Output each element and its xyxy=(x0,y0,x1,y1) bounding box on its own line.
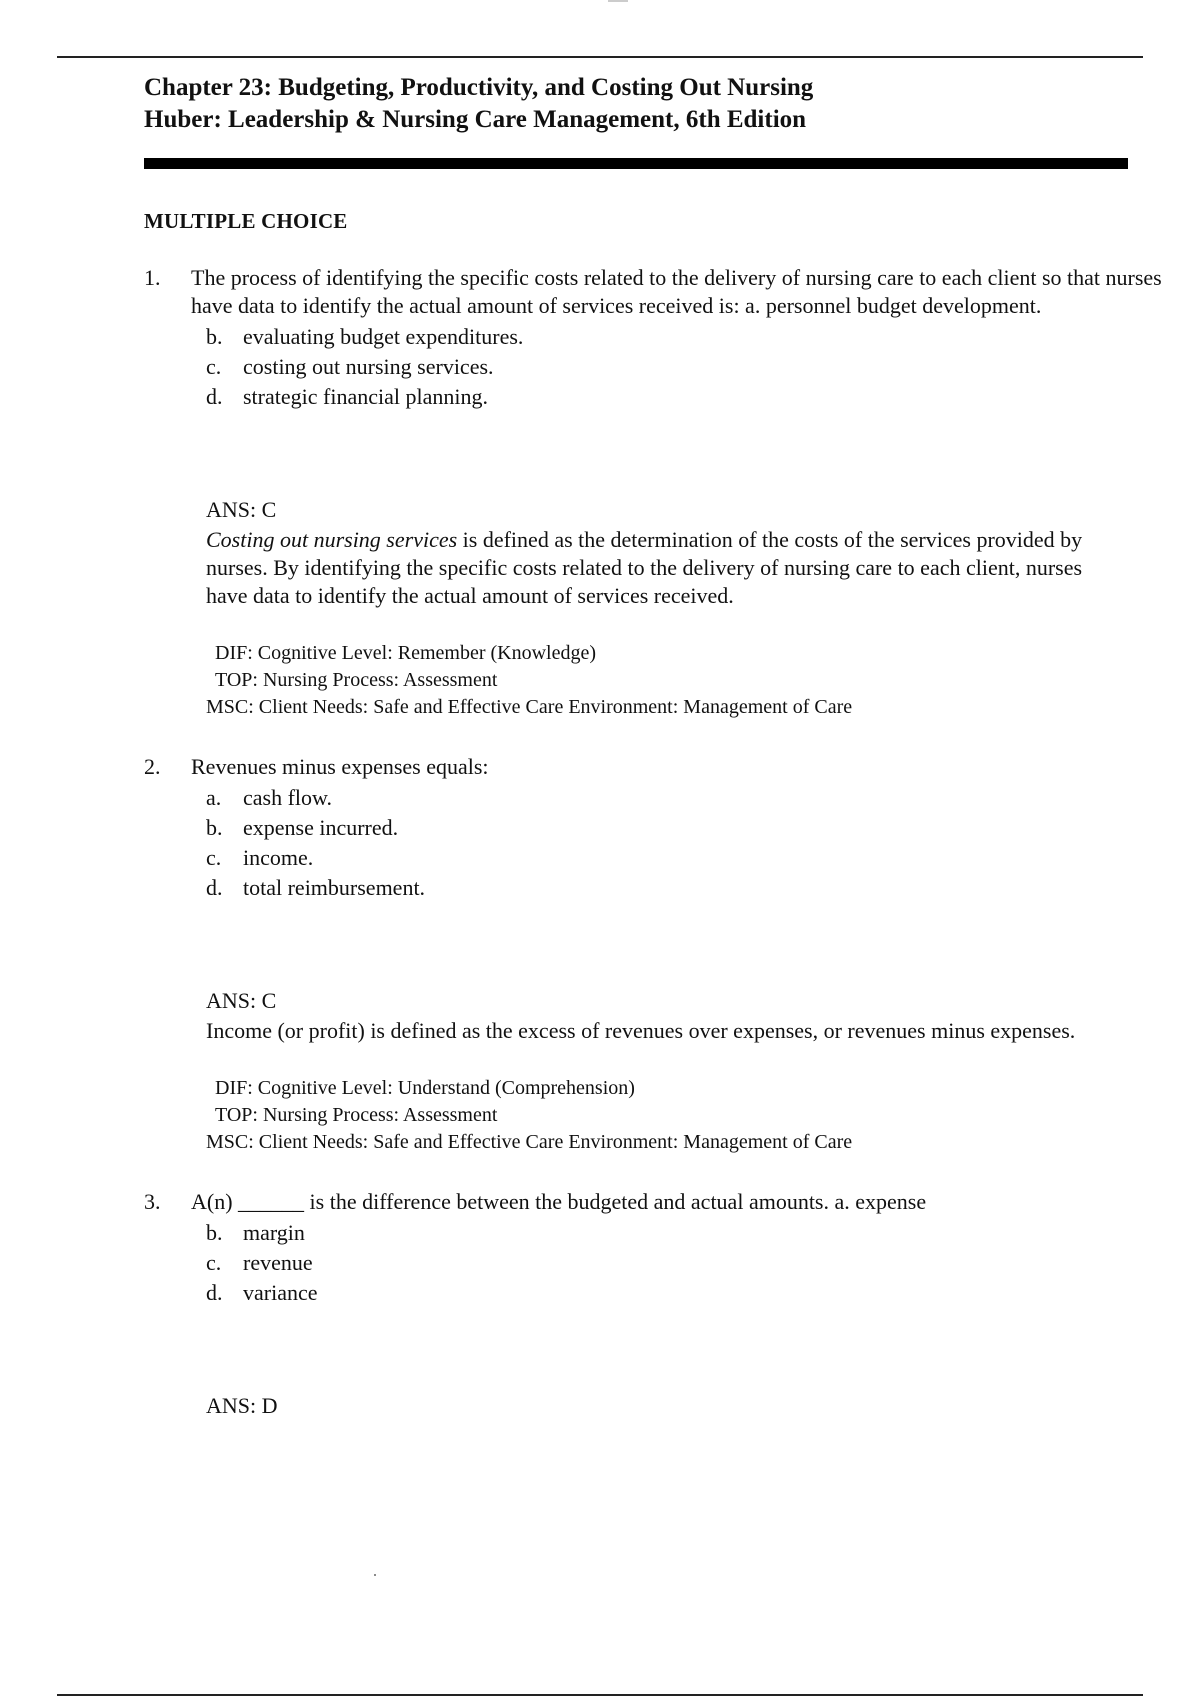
answer-block xyxy=(206,1392,1134,1420)
option-item xyxy=(206,322,1134,352)
answer-block xyxy=(206,496,1134,610)
option-letter: d. xyxy=(206,1280,223,1305)
option-text: cash flow. xyxy=(243,785,332,810)
bottom-rule xyxy=(57,1694,1143,1696)
title-divider xyxy=(144,158,1128,169)
page-top-mark xyxy=(608,0,628,2)
option-letter: c. xyxy=(206,845,222,870)
option-text: expense incurred. xyxy=(243,815,399,840)
stray-dot xyxy=(374,1574,376,1576)
option-item xyxy=(206,873,1134,903)
question-number: 1. xyxy=(144,265,161,290)
question-metadata xyxy=(206,640,1134,721)
option-text: strategic financial planning. xyxy=(243,384,488,409)
option-letter: d. xyxy=(206,384,223,409)
client-needs-label: MSC: Client Needs: Safe and Effective Care Environment: Management of Care xyxy=(206,1131,853,1153)
option-item xyxy=(206,783,1134,813)
option-text: revenue xyxy=(243,1250,313,1275)
question-2 xyxy=(144,753,1134,1156)
option-text: total reimbursement. xyxy=(243,875,426,900)
option-list xyxy=(206,1218,1134,1308)
question-1 xyxy=(144,264,1162,721)
answer-key: ANS: C xyxy=(206,988,277,1013)
option-list xyxy=(206,783,1134,903)
client-needs-label: MSC: Client Needs: Safe and Effective Care Environment: Management of Care xyxy=(206,696,853,718)
question-stem: A(n) ______ is the difference between the budgeted and actual amounts. a. expense xyxy=(191,1189,927,1214)
option-item xyxy=(206,813,1134,843)
question-number: 3. xyxy=(144,1189,161,1214)
question-3 xyxy=(144,1188,1134,1420)
option-letter: b. xyxy=(206,815,223,840)
option-text: variance xyxy=(243,1280,318,1305)
question-stem: The process of identifying the specific costs related to the delivery of nursing care to each client so that nurses have data to identify the actual amount of services received is: a. personnel budget development. xyxy=(191,265,1162,318)
option-item xyxy=(206,1218,1134,1248)
answer-key: ANS: C xyxy=(206,497,277,522)
section-heading: MULTIPLE CHOICE xyxy=(144,209,348,233)
answer-block xyxy=(206,987,1134,1045)
option-text: margin xyxy=(243,1220,305,1245)
option-item xyxy=(206,1248,1134,1278)
option-item xyxy=(206,382,1134,412)
topic-label: TOP: Nursing Process: Assessment xyxy=(215,1104,498,1126)
option-letter: b. xyxy=(206,324,223,349)
option-text: costing out nursing services. xyxy=(243,354,494,379)
chapter-title: Chapter 23: Budgeting, Productivity, and Costing Out Nursing xyxy=(144,74,814,101)
question-metadata xyxy=(206,1075,1134,1156)
page-title xyxy=(144,72,1134,136)
rationale-text: is defined as the determination of the costs of the services provided by nurses. By identifying the specific costs related to the delivery of nursing care to each client, nurses have data to identify the actual amount of services received. xyxy=(206,527,1083,608)
question-number: 2. xyxy=(144,754,161,779)
question-stem: Revenues minus expenses equals: xyxy=(191,754,489,779)
answer-rationale: Income (or profit) is defined as the excess of revenues over expenses, or revenues minus expenses. xyxy=(206,1018,1076,1043)
answer-key: ANS: D xyxy=(206,1393,278,1418)
option-letter: b. xyxy=(206,1220,223,1245)
difficulty-label: DIF: Cognitive Level: Remember (Knowledge) xyxy=(215,642,597,664)
option-letter: a. xyxy=(206,785,222,810)
option-letter: c. xyxy=(206,354,222,379)
option-text: evaluating budget expenditures. xyxy=(243,324,524,349)
option-letter: d. xyxy=(206,875,223,900)
option-text: income. xyxy=(243,845,314,870)
option-letter: c. xyxy=(206,1250,222,1275)
top-rule xyxy=(57,56,1143,58)
option-item xyxy=(206,352,1134,382)
option-item xyxy=(206,1278,1134,1308)
option-item xyxy=(206,843,1134,873)
difficulty-label: DIF: Cognitive Level: Understand (Comprehension) xyxy=(215,1077,635,1099)
option-list xyxy=(206,322,1134,412)
book-title: Huber: Leadership & Nursing Care Management, 6th Edition xyxy=(144,106,807,133)
page-content xyxy=(144,72,1162,1420)
rationale-term: Costing out nursing services xyxy=(206,527,458,552)
topic-label: TOP: Nursing Process: Assessment xyxy=(215,669,498,691)
answer-rationale xyxy=(206,526,1126,610)
